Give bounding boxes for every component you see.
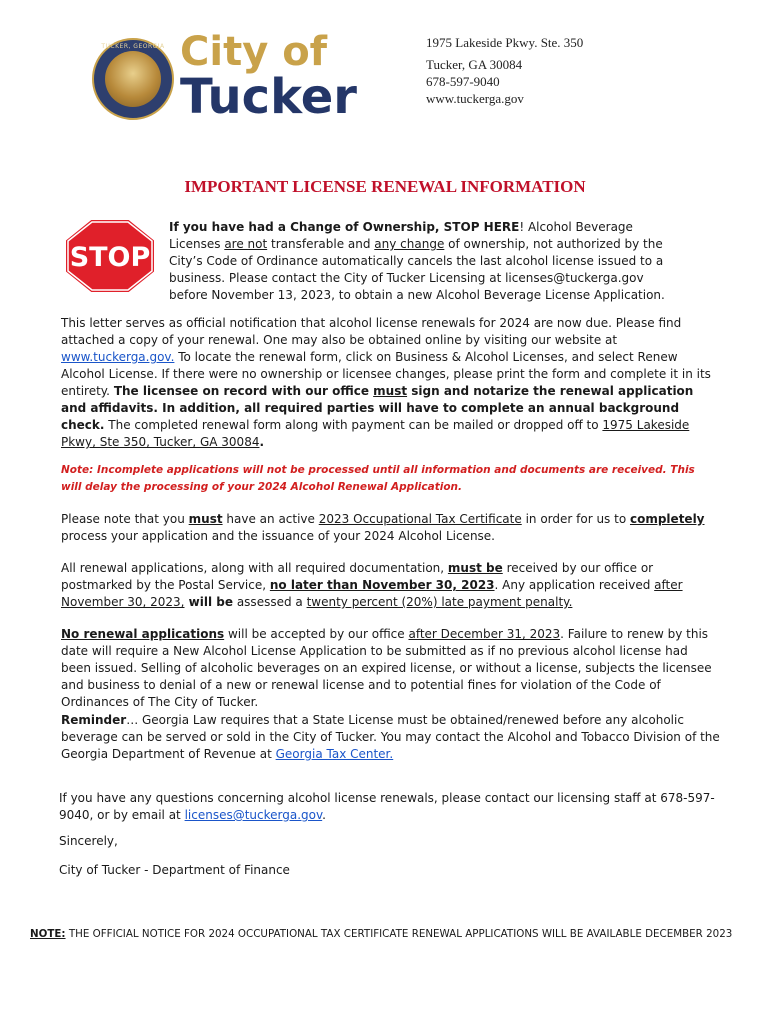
para-text: in order for us to [521,512,630,526]
para-bold: Reminder [61,713,127,727]
para-text: will be accepted by our office [224,627,409,641]
para-bold-underline: must be [447,561,503,575]
seal-text: TUCKER, GEORGIA [101,43,165,50]
para-text: If you have any questions concerning alcohol license renewals, please contact our licensing staff at 678-597-9040, or by email at [59,791,715,822]
paragraph-occupational-tax [61,511,714,545]
seal-emblem [105,51,161,107]
page-title: IMPORTANT LICENSE RENEWAL INFORMATION [184,177,586,196]
para-underline: after November 30, 2023, [61,578,683,609]
para-bold: will be [184,595,234,609]
stop-notice-emph: are not [224,237,268,251]
logo-tucker: Tucker [180,69,357,125]
stop-notice [169,219,685,304]
para-text: process your application and the issuance of your 2024 Alcohol License. [61,529,495,543]
para-text: . [259,435,265,449]
footer-note-label: NOTE: [30,928,66,940]
stop-sign-icon [64,218,156,294]
website-link[interactable]: www.tuckerga.gov. [61,350,175,364]
para-text: . Failure to renew by this date will require a New Alcohol License Application to be submitted as if no previous alcohol license had been issued. Selling of alcoholic beverages on an expired license, or without a license, subjects the licensee and business to denial of a new or renewal license and to potential fines for violation of the Code of Ordinances of The City of Tucker. [61,627,712,709]
email-link[interactable]: licenses@tuckerga.gov [184,808,323,822]
para-bold-underline: must [188,512,223,526]
para-text: . [322,808,326,822]
para-underline: twenty percent (20%) late payment penalty. [306,595,573,609]
stop-notice-text: of ownership, not authorized by the City’s Code of Ordinance automatically cancels the last alcohol license issued to a business. Please contact the City of Tucker Licensing at licenses@tuckerga.gov before November 13, 2023, to obtain a new Alcohol Beverage License Application. [169,237,665,302]
logo-city-of: City of [180,29,328,75]
para-text: Please note that you [61,512,189,526]
paragraph-official-notification [61,315,714,451]
stop-sign-text: STOP [69,242,151,273]
para-text: . Any application received [494,578,655,592]
paragraph-questions [59,790,719,824]
city-seal-logo [92,38,174,120]
paragraph-deadline [61,560,721,611]
para-text: received by our office or postmarked by the Postal Service, [61,561,654,592]
para-bold-underline: no later than November 30, 2023 [269,578,495,592]
paragraph-no-renewal [61,626,714,711]
para-address: 1975 Lakeside Pkwy, Ste 350, Tucker, GA 30084 [61,418,690,449]
para-bold-underline: No renewal applications [61,627,225,641]
para-bold: sign and notarize the renewal application and affidavits. In addition, all required parties will have to complete an annual background check. [61,384,694,432]
paragraph-reminder [61,712,721,763]
georgia-tax-center-link[interactable]: Georgia Tax Center. [275,747,394,761]
stop-notice-text: ! Alcohol Beverage Licenses [169,220,633,251]
footer-note-text: THE OFFICIAL NOTICE FOR 2024 OCCUPATIONAL TAX CERTIFICATE RENEWAL APPLICATIONS WILL BE AVAILABLE DECEMBER 2023 [65,928,733,940]
phone-number: 678-597-9040 [426,74,500,89]
incomplete-applications-note: Note: Incomplete applications will not be processed until all information and documents are received. This will delay the processing of your 2024 Alcohol Renewal Application. [61,464,695,493]
para-text: To locate the renewal form, click on Business & Alcohol Licenses, and select Renew Alcohol License. If there were no ownership or licensee changes, please print the form and complete it in its entirety. [61,350,711,398]
signature-line: City of Tucker - Department of Finance [59,863,290,877]
para-text: have an active [222,512,319,526]
para-text: All renewal applications, along with all required documentation, [61,561,448,575]
closing-salutation: Sincerely, [59,834,118,848]
para-bold: The licensee on record with our office [113,384,374,398]
stop-notice-text: transferable and [267,237,375,251]
address-line-1: 1975 Lakeside Pkwy. Ste. 350 [426,35,584,50]
para-text: This letter serves as official notification that alcohol license renewals for 2024 are now due. Please find attached a copy of your renewal. One may also be obtained online by visiting our website at [61,316,682,347]
stop-notice-lead: If you have had a Change of Ownership, STOP HERE [169,220,520,234]
para-underline: after December 31, 2023 [408,627,561,641]
para-text: … Georgia Law requires that a State License must be obtained/renewed before any alcoholic beverage can be served or sold in the City of Tucker. You may contact the Alcohol and Tobacco Division of the Georgia Department of Revenue at [61,713,720,761]
footer-note [30,928,750,940]
website-url: www.tuckerga.gov [426,91,524,106]
para-bold-underline: must [373,384,408,398]
para-text: The completed renewal form along with payment can be mailed or dropped off to [104,418,603,432]
stop-notice-emph: any change [374,237,445,251]
para-text: assessed a [233,595,307,609]
para-underline: 2023 Occupational Tax Certificate [318,512,522,526]
para-bold-underline: completely [629,512,705,526]
address-line-2: Tucker, GA 30084 [426,57,523,72]
